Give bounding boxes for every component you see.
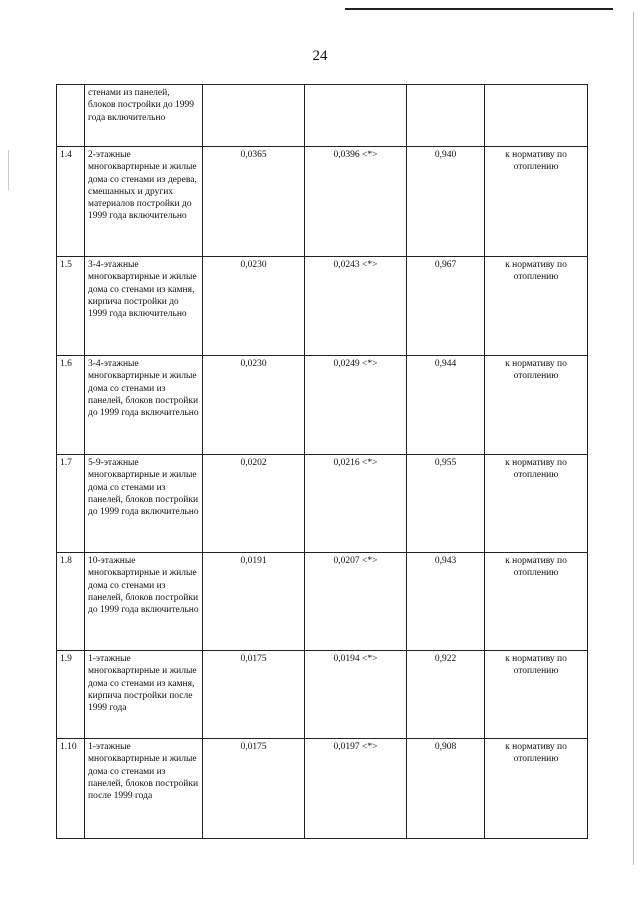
value-1: 0,0230 [203,257,305,356]
value-2: 0,0216 <*> [305,455,407,553]
coefficient [407,85,485,147]
value-1: 0,0365 [203,147,305,257]
value-2: 0,0197 <*> [305,739,407,839]
building-type: 1-этажные многоквартирные и жилые дома со стенами из панелей, блоков постройки после 1999 года [85,739,203,839]
value-1: 0,0175 [203,651,305,739]
note: к нормативу по отоплению [485,739,588,839]
value-2: 0,0207 <*> [305,553,407,651]
table-row [57,356,588,455]
note: к нормативу по отоплению [485,651,588,739]
scan-edge [633,12,634,865]
value-1 [203,85,305,147]
value-1: 0,0175 [203,739,305,839]
note [485,85,588,147]
row-number [57,85,85,147]
coefficient: 0,908 [407,739,485,839]
note: к нормативу по отоплению [485,553,588,651]
coefficient: 0,967 [407,257,485,356]
value-2: 0,0396 <*> [305,147,407,257]
building-type: 10-этажные многоквартирные и жилые дома со стенами из панелей, блоков постройки до 1999 года включительно [85,553,203,651]
value-1: 0,0191 [203,553,305,651]
coefficient: 0,955 [407,455,485,553]
coefficient: 0,943 [407,553,485,651]
row-number: 1.7 [57,455,85,553]
row-number: 1.5 [57,257,85,356]
value-1: 0,0202 [203,455,305,553]
table-row [57,553,588,651]
value-2 [305,85,407,147]
page-number: 24 [312,48,328,64]
coefficient: 0,944 [407,356,485,455]
note: к нормативу по отоплению [485,455,588,553]
table-row [57,85,588,147]
row-number: 1.9 [57,651,85,739]
building-type: 3-4-этажные многоквартирные и жилые дома со стенами из камня, кирпича постройки до 1999 года включительно [85,257,203,356]
building-type: 2-этажные многоквартирные и жилые дома со стенами из дерева, смешанных и других материалов постройки до 1999 года включительно [85,147,203,257]
value-1: 0,0230 [203,356,305,455]
building-type: стенами из панелей, блоков постройки до 1999 года включительно [85,85,203,147]
scan-speck [8,150,9,190]
note: к нормативу по отоплению [485,147,588,257]
row-number: 1.10 [57,739,85,839]
table-row [57,257,588,356]
table-row [57,147,588,257]
row-number: 1.8 [57,553,85,651]
row-number: 1.6 [57,356,85,455]
note: к нормативу по отоплению [485,257,588,356]
coefficient: 0,940 [407,147,485,257]
table-row [57,739,588,839]
note: к нормативу по отоплению [485,356,588,455]
value-2: 0,0249 <*> [305,356,407,455]
building-type: 3-4-этажные многоквартирные и жилые дома со стенами из панелей, блоков постройки до 1999 года включительно [85,356,203,455]
building-type: 5-9-этажные многоквартирные и жилые дома со стенами из панелей, блоков постройки до 1999 года включительно [85,455,203,553]
top-rule [345,8,613,10]
table-row [57,651,588,739]
table-row [57,455,588,553]
value-2: 0,0243 <*> [305,257,407,356]
building-type: 1-этажные многоквартирные и жилые дома со стенами из камня, кирпича постройки после 1999 года [85,651,203,739]
tariff-table [56,84,588,839]
value-2: 0,0194 <*> [305,651,407,739]
row-number: 1.4 [57,147,85,257]
coefficient: 0,922 [407,651,485,739]
